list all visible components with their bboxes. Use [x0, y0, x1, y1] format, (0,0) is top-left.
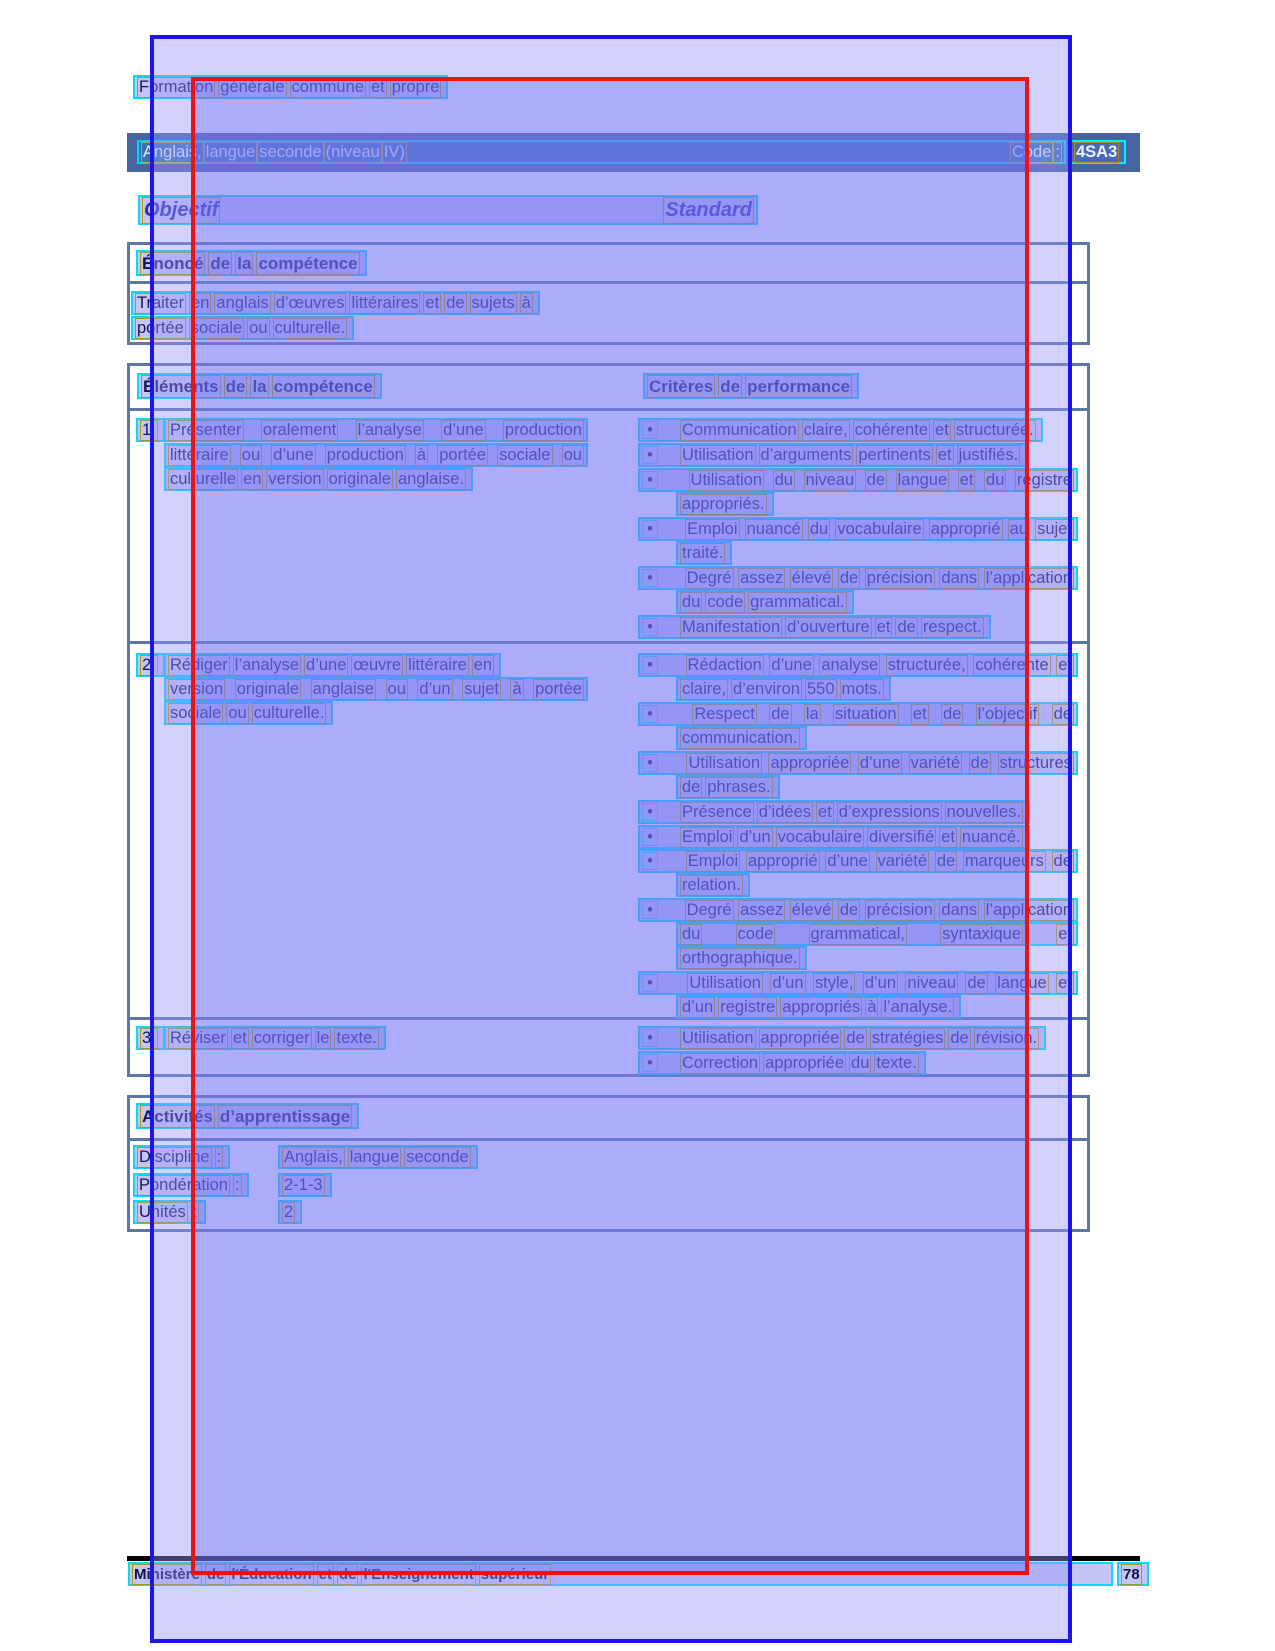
- word-box: sujets: [471, 294, 515, 312]
- word-box: de: [866, 470, 886, 489]
- word-box: appropriée: [765, 1054, 845, 1072]
- word-box: nuancé.: [961, 828, 1021, 846]
- word-box: et: [1058, 973, 1072, 992]
- element-line: [164, 467, 473, 491]
- word-box: portée: [439, 445, 487, 464]
- word-box: générale: [220, 78, 285, 96]
- word-box: de: [1053, 851, 1072, 870]
- element-line: [164, 1026, 386, 1050]
- word-box: grammatical.: [750, 593, 845, 611]
- word-box: :: [1055, 142, 1060, 161]
- word-box: situation: [835, 704, 897, 723]
- word-box: code: [737, 924, 774, 943]
- objectif-standard-row: [138, 195, 758, 225]
- criterion-line: [638, 751, 1078, 775]
- word-box: et: [232, 1029, 247, 1047]
- word-box: 550: [806, 680, 835, 698]
- word-box: performance: [747, 377, 851, 396]
- word-box: Traiter: [137, 294, 185, 312]
- word-box: Objectif: [142, 197, 220, 224]
- activites-label: [133, 1200, 206, 1224]
- word-box: et: [876, 618, 891, 636]
- enonce-line: [131, 291, 540, 315]
- criterion-line: [638, 800, 1030, 824]
- footer-ministry-text: [132, 1566, 554, 1583]
- word-box: dans: [941, 900, 978, 919]
- word-box: la: [252, 377, 267, 396]
- word-box: de: [210, 254, 231, 273]
- word-box: Activités: [142, 1107, 213, 1126]
- word-box: langue: [997, 973, 1047, 992]
- criterion-line: [676, 995, 961, 1019]
- word-box: l'Éducation: [231, 1566, 312, 1583]
- word-box: 78: [1123, 1566, 1140, 1583]
- criterion-line: [638, 898, 1078, 922]
- criterion-line: [638, 971, 1078, 995]
- word-box: style,: [814, 973, 854, 992]
- criterion-line: [676, 677, 891, 701]
- word-box: nouvelles.: [946, 803, 1021, 821]
- criterion-line: [676, 946, 807, 970]
- word-box: compétence: [258, 254, 358, 273]
- word-box: et: [425, 294, 440, 312]
- word-box: du: [682, 924, 701, 943]
- word-box: pertinents: [858, 446, 931, 464]
- word-box: • Rédaction: [687, 655, 762, 674]
- criterion-line: [676, 492, 774, 516]
- element-line: [164, 677, 588, 701]
- word-box: appropriée: [770, 753, 850, 772]
- criterion-line: [638, 825, 1030, 849]
- word-box: structurée,: [887, 655, 966, 674]
- word-box: • Degré: [686, 568, 732, 587]
- word-box: seconde: [406, 1148, 469, 1166]
- word-box: originale: [236, 679, 300, 698]
- word-box: assez: [740, 900, 784, 919]
- word-box: • Utilisation: [688, 753, 760, 772]
- word-box: Ministère: [134, 1566, 200, 1583]
- word-box: langue: [349, 1148, 400, 1166]
- word-box: au: [1009, 519, 1028, 538]
- word-box: analyse: [821, 655, 879, 674]
- word-box: de: [225, 377, 246, 396]
- word-box: de: [206, 1566, 225, 1583]
- word-box: d’arguments: [760, 446, 852, 464]
- word-box: 4SA3: [1076, 143, 1118, 161]
- word-box: d’apprentissage: [219, 1107, 351, 1126]
- word-box: élevé: [791, 568, 832, 587]
- word-box: en: [473, 656, 493, 674]
- word-box: et: [959, 470, 974, 489]
- element-line: [164, 701, 333, 725]
- word-box: justifiés.: [958, 446, 1019, 464]
- header-bar-line: [137, 140, 1066, 164]
- criterion-line: [638, 1026, 1046, 1050]
- word-box: et: [1058, 655, 1072, 674]
- word-box: de: [1053, 704, 1072, 723]
- word-box: de: [950, 1029, 969, 1047]
- course-code: [1070, 140, 1126, 164]
- criterion-line: [638, 702, 1078, 726]
- word-box: de: [970, 753, 990, 772]
- word-box: d’œuvres: [275, 294, 345, 312]
- activites-value: [278, 1145, 478, 1169]
- word-box: Éléments: [143, 377, 219, 396]
- word-box: d’une: [859, 753, 901, 772]
- word-box: appropriés.: [682, 495, 765, 513]
- word-box: marqueurs: [964, 851, 1044, 870]
- word-box: sujet: [464, 679, 499, 698]
- word-box: culturelle.: [253, 704, 325, 722]
- footer-rule: [127, 1556, 1140, 1561]
- word-box: respect.: [922, 618, 982, 636]
- word-box: (niveau: [325, 142, 380, 161]
- word-box: Utilisation: [682, 1029, 754, 1047]
- criterion-line: [638, 615, 991, 639]
- activites-label: [133, 1145, 230, 1169]
- word-box: d’un: [739, 828, 771, 846]
- item-number: [136, 418, 165, 442]
- word-box: • Emploi: [687, 519, 738, 538]
- word-box: syntaxique: [942, 924, 1022, 943]
- word-box: Rédiger: [170, 656, 228, 674]
- word-box: de: [720, 377, 741, 396]
- word-box: Unités: [139, 1203, 186, 1221]
- criterion-line: [676, 922, 1078, 946]
- enonce-table-divider: [130, 281, 1087, 284]
- word-box: anglaise.: [397, 470, 465, 488]
- item-number: [136, 653, 165, 677]
- word-box: cohérente: [975, 655, 1049, 674]
- word-box: langue: [897, 470, 948, 489]
- word-box: d’expressions: [838, 803, 940, 821]
- word-box: sociale: [170, 704, 222, 722]
- criterion-line: [638, 517, 1078, 541]
- word-box: dans: [941, 568, 978, 587]
- word-box: et: [318, 1566, 332, 1583]
- criterion-line: [638, 418, 1043, 442]
- word-box: production: [504, 420, 582, 439]
- word-box: texte.: [876, 1054, 917, 1072]
- word-box: à: [867, 998, 877, 1016]
- word-box: d’un: [772, 973, 804, 992]
- criteres-column-title: [643, 373, 859, 399]
- word-box: Standard: [663, 197, 754, 224]
- word-box: commune: [291, 78, 364, 96]
- word-box: et: [912, 704, 927, 723]
- course-title: [141, 142, 407, 163]
- word-box: l’application: [985, 568, 1072, 587]
- word-box: du: [682, 593, 701, 611]
- section-label: [133, 75, 448, 99]
- activites-value: [278, 1200, 302, 1224]
- word-box: stratégies: [871, 1029, 944, 1047]
- activites-label: [133, 1173, 249, 1197]
- word-box: compétence: [273, 377, 373, 396]
- criterion-line: [638, 566, 1078, 590]
- word-box: la: [805, 704, 819, 723]
- word-box: en: [191, 294, 210, 312]
- word-box: d’une: [771, 655, 812, 674]
- word-box: niveau: [805, 470, 855, 489]
- word-box: ou: [249, 319, 268, 337]
- enonce-line: [131, 316, 354, 340]
- word-box: 2: [284, 1203, 294, 1221]
- word-box: version: [170, 679, 224, 698]
- word-box: assez: [740, 568, 784, 587]
- word-box: d’un: [419, 679, 451, 698]
- word-box: et: [818, 803, 832, 821]
- footer-ministry-line: [128, 1562, 1113, 1586]
- word-box: de: [967, 973, 986, 992]
- word-box: révision.: [975, 1029, 1038, 1047]
- word-box: Critères: [649, 377, 714, 396]
- word-box: culturelle.: [274, 319, 346, 337]
- word-box: 2-1-3: [284, 1176, 323, 1194]
- word-box: originale: [328, 470, 391, 488]
- word-box: 1.: [142, 421, 156, 439]
- word-box: diversifié: [869, 828, 935, 846]
- word-box: du: [809, 519, 829, 538]
- word-box: traité.: [682, 544, 724, 562]
- word-box: portée: [137, 319, 184, 337]
- word-box: registre: [720, 998, 776, 1016]
- word-box: nuancé: [746, 519, 801, 538]
- word-box: variété: [877, 851, 928, 870]
- word-box: structures: [999, 753, 1072, 772]
- criterion-line: [676, 541, 732, 565]
- word-box: littéraire: [408, 656, 467, 674]
- word-box: vocabulaire: [777, 828, 863, 846]
- word-box: ou: [228, 704, 247, 722]
- criterion-line: [676, 873, 750, 897]
- word-box: sociale: [190, 319, 243, 337]
- item-number: [136, 1026, 165, 1050]
- word-box: Code: [1011, 142, 1052, 161]
- word-box: de: [338, 1566, 357, 1583]
- footer-page-number: [1117, 1562, 1149, 1586]
- word-box: appropriés: [782, 998, 861, 1016]
- word-box: communication.: [682, 729, 798, 747]
- word-box: et: [935, 421, 949, 439]
- word-box: du: [851, 1054, 870, 1072]
- word-box: version: [268, 470, 322, 488]
- word-box: 3.: [142, 1029, 156, 1047]
- word-box: de: [839, 900, 859, 919]
- word-box: culturelle: [170, 470, 237, 488]
- word-box: Réviser: [170, 1029, 226, 1047]
- word-box: propre: [391, 78, 440, 96]
- word-box: texte.: [336, 1029, 377, 1047]
- word-box: du: [774, 470, 793, 489]
- word-box: code: [707, 593, 744, 611]
- word-box: portée: [535, 679, 582, 698]
- criterion-line: [638, 468, 1078, 492]
- word-box: à: [512, 679, 522, 698]
- word-box: à: [416, 445, 427, 464]
- word-box: :: [192, 1203, 198, 1221]
- word-box: 2.: [142, 656, 156, 674]
- word-box: la: [237, 254, 252, 273]
- word-box: cohérente: [854, 421, 929, 439]
- word-box: d’une: [443, 420, 484, 439]
- word-box: Énoncé: [142, 254, 204, 273]
- word-box: claire,: [682, 680, 727, 698]
- word-box: registre: [1016, 470, 1072, 489]
- word-box: :: [235, 1176, 240, 1194]
- word-box: IV): [383, 142, 405, 161]
- word-box: élevé: [791, 900, 832, 919]
- word-box: approprié: [747, 851, 818, 870]
- element-line: [164, 653, 501, 677]
- word-box: oralement: [262, 420, 337, 439]
- word-box: • Degré: [686, 900, 732, 919]
- word-box: d’un: [682, 998, 714, 1016]
- word-box: orthographique.: [682, 949, 798, 967]
- word-box: appropriée: [760, 1029, 840, 1047]
- word-box: l’application: [985, 900, 1072, 919]
- activites-title: [136, 1103, 359, 1129]
- word-box: de: [446, 294, 465, 312]
- criterion-line: [638, 653, 1078, 677]
- code-label: [1010, 142, 1062, 163]
- criterion-line: [676, 726, 807, 750]
- word-box: le: [316, 1029, 330, 1047]
- word-box: Manifestation: [682, 618, 781, 636]
- word-box: • Emploi: [687, 851, 739, 870]
- word-box: Emploi: [682, 828, 733, 846]
- word-box: Discipline: [139, 1148, 210, 1166]
- word-box: Pondération: [139, 1176, 228, 1194]
- word-box: de: [846, 1029, 865, 1047]
- standard-label: [663, 197, 754, 224]
- word-box: • Utilisation: [690, 470, 763, 489]
- word-box: relation.: [682, 876, 741, 894]
- word-box: du: [986, 470, 1005, 489]
- word-box: à: [521, 294, 531, 312]
- word-box: d’ouverture: [787, 618, 870, 636]
- word-box: variété: [910, 753, 961, 772]
- word-box: de: [942, 704, 962, 723]
- word-box: Utilisation: [682, 446, 754, 464]
- word-box: Présence: [682, 803, 752, 821]
- objectif-label: [142, 197, 220, 224]
- word-box: de: [839, 568, 859, 587]
- word-box: de: [936, 851, 956, 870]
- criterion-line: [638, 1051, 926, 1075]
- activites-header-divider: [130, 1138, 1087, 1141]
- word-box: • Utilisation: [689, 973, 761, 992]
- word-box: d’idées: [758, 803, 812, 821]
- word-box: de: [771, 704, 790, 723]
- word-box: phrases.: [707, 778, 771, 796]
- word-box: et: [370, 78, 385, 96]
- element-line: [164, 443, 588, 467]
- word-box: anglaise: [312, 679, 375, 698]
- word-box: d’environ: [733, 680, 800, 698]
- word-box: œuvre: [353, 656, 402, 674]
- word-box: l’analyse: [357, 420, 422, 439]
- word-box: niveau: [907, 973, 957, 992]
- competence-row1-divider: [130, 641, 1087, 644]
- word-box: production: [326, 445, 404, 464]
- word-box: l’analyse.: [883, 998, 953, 1016]
- word-box: de: [682, 778, 701, 796]
- word-box: approprié: [930, 519, 1001, 538]
- word-box: Anglais,: [284, 1148, 343, 1166]
- elements-column-title: [137, 373, 382, 399]
- word-box: de: [897, 618, 916, 636]
- word-box: l'Enseignement: [363, 1566, 474, 1583]
- word-box: structurée.: [955, 421, 1034, 439]
- word-box: supérieur: [480, 1566, 550, 1583]
- word-box: Correction: [682, 1054, 759, 1072]
- word-box: d’une: [273, 445, 314, 464]
- word-box: corriger: [253, 1029, 310, 1047]
- activites-value: [278, 1173, 332, 1197]
- word-box: en: [243, 470, 262, 488]
- enonce-title: [136, 250, 367, 276]
- word-box: :: [216, 1148, 222, 1166]
- word-box: Communication: [682, 421, 797, 439]
- word-box: d’un: [864, 973, 897, 992]
- word-box: • Respect: [694, 704, 755, 723]
- word-box: claire,: [803, 421, 848, 439]
- criterion-line: [638, 849, 1078, 873]
- criterion-line: [638, 443, 1027, 467]
- criterion-line: [676, 775, 780, 799]
- word-box: mots.: [841, 680, 882, 698]
- word-box: sujet: [1037, 519, 1072, 538]
- word-box: seconde: [259, 142, 322, 161]
- word-box: anglais: [216, 294, 269, 312]
- word-box: d’une: [306, 656, 347, 674]
- word-box: précision: [866, 568, 933, 587]
- word-box: précision: [866, 900, 933, 919]
- word-box: et: [937, 446, 952, 464]
- word-box: ou: [563, 445, 582, 464]
- competence-header-divider: [130, 408, 1087, 411]
- word-box: l’analyse: [234, 656, 300, 674]
- word-box: d’une: [827, 851, 868, 870]
- word-box: langue: [205, 142, 256, 161]
- word-box: Présenter: [170, 420, 242, 439]
- word-box: et: [1058, 924, 1072, 943]
- word-box: littéraires: [351, 294, 419, 312]
- criterion-line: [676, 590, 854, 614]
- word-box: grammatical,: [810, 924, 905, 943]
- word-box: Formation: [139, 78, 214, 96]
- word-box: sociale: [499, 445, 551, 464]
- element-line: [164, 418, 588, 442]
- word-box: ou: [387, 679, 406, 698]
- word-box: littéraire: [170, 445, 229, 464]
- word-box: l’objectif: [977, 704, 1038, 723]
- word-box: Anglais,: [143, 142, 202, 161]
- word-box: vocabulaire: [837, 519, 922, 538]
- word-box: ou: [241, 445, 261, 464]
- word-box: et: [941, 828, 955, 846]
